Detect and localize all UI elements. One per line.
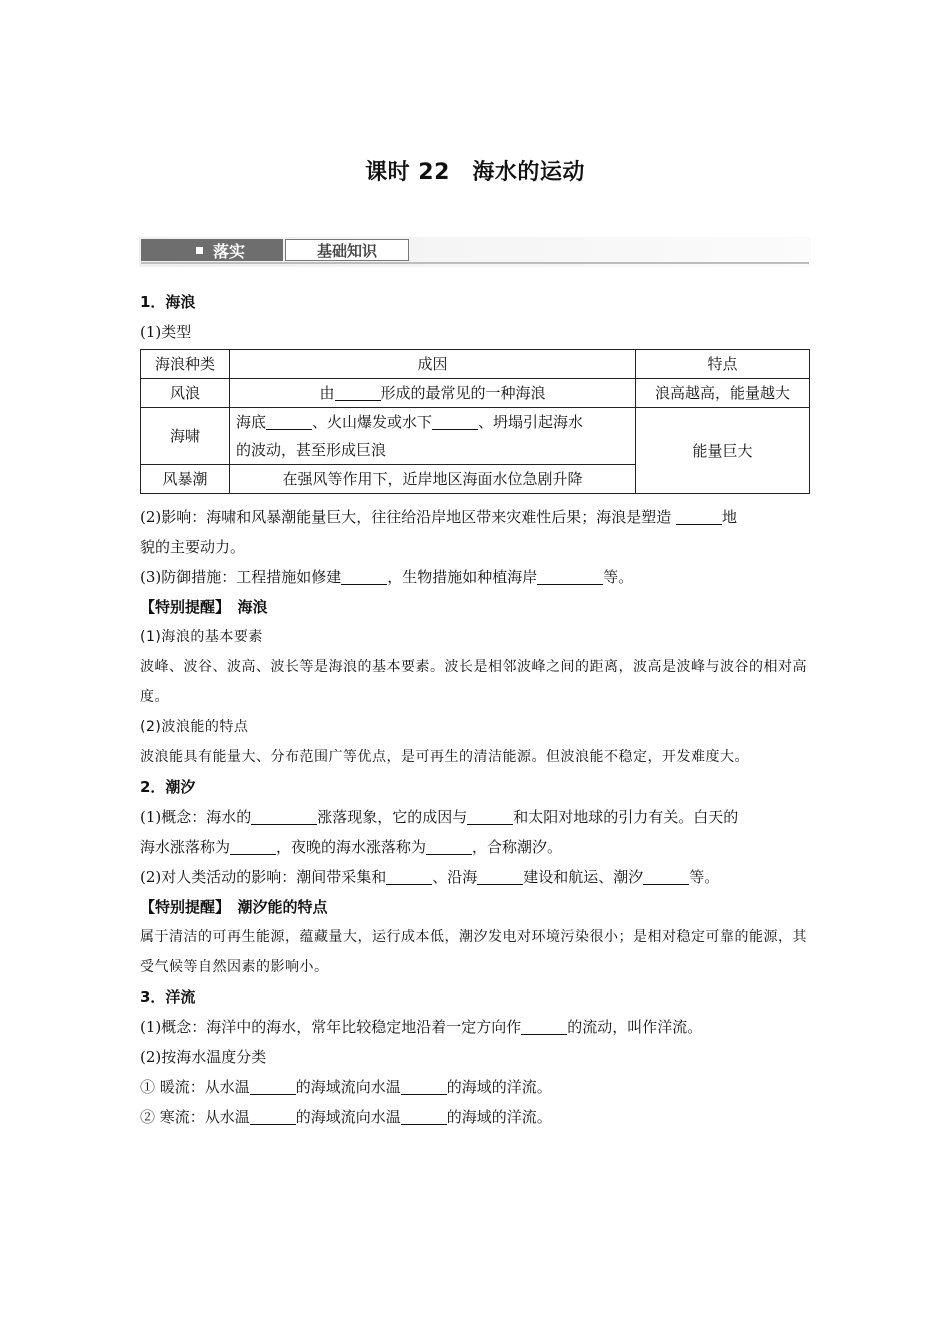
- text: 貌的主要动力。: [140, 538, 246, 556]
- text: 的海域流向水温: [295, 1108, 401, 1126]
- text: ② 寒流：从水温: [140, 1108, 250, 1126]
- text: 的波动，甚至形成巨浪: [236, 441, 387, 459]
- square-bullet-icon: [196, 247, 203, 254]
- table-row: [141, 408, 810, 465]
- fill-blank[interactable]: [426, 836, 472, 855]
- note-label: 【特别提醒】: [140, 898, 223, 916]
- cell-type: 风暴潮: [141, 465, 230, 494]
- cell-cause: [230, 408, 636, 465]
- cell-cause: 在强风等作用下，近岸地区海面水位急剧升降: [230, 465, 636, 494]
- warm-current-line: [140, 1072, 810, 1102]
- text: (2)影响：海啸和风暴潮能量巨大，往往给沿岸地区带来灾难性后果；海浪是塑造: [140, 508, 672, 526]
- header-cell: 成因: [230, 350, 636, 379]
- banner-label-right: 基础知识: [285, 239, 409, 261]
- text: (1)概念：海水的: [140, 808, 252, 826]
- cold-current-line: [140, 1102, 810, 1132]
- subheading-classification: (2)按海水温度分类: [140, 1048, 267, 1066]
- text: 的海域的洋流。: [446, 1108, 552, 1126]
- banner-left-text: 落实: [213, 241, 246, 261]
- cell-type: 风浪: [141, 379, 230, 408]
- cell-type: 海啸: [141, 408, 230, 465]
- text: 地: [722, 508, 738, 526]
- impact-paragraph: [140, 502, 810, 562]
- tide-concept-paragraph: [140, 802, 810, 862]
- text: 海底: [236, 413, 267, 431]
- note-subheading: (2)波浪能的特点: [140, 719, 249, 735]
- fill-blank[interactable]: [676, 506, 722, 525]
- fill-blank[interactable]: [643, 866, 689, 885]
- section-banner: [139, 237, 811, 267]
- cell-feature: 能量巨大: [636, 408, 810, 494]
- text: 涨落现象，它的成因与: [317, 808, 468, 826]
- section-heading-tides: 2．潮汐: [140, 778, 196, 796]
- text: 、坍塌引起海水: [478, 413, 584, 431]
- section-heading-waves: 1．海浪: [140, 293, 196, 311]
- note-text: 波峰、波谷、波高、波长等是海浪的基本要素。波长是相邻波峰之间的距离，波高是波峰与波谷的相对高度。: [140, 659, 807, 705]
- text: (1)概念：海洋中的海水，常年比较稳定地沿着一定方向作: [140, 1018, 522, 1036]
- fill-blank[interactable]: [386, 866, 432, 885]
- banner-label-left: [141, 239, 283, 261]
- fill-blank[interactable]: [266, 411, 312, 430]
- fill-blank[interactable]: [401, 1106, 447, 1125]
- note-title: 海浪: [237, 598, 268, 616]
- text: 的海域的洋流。: [446, 1078, 552, 1096]
- text: (3)防御措施：工程措施如修建: [140, 568, 342, 586]
- text: 、火山爆发或水下: [312, 413, 433, 431]
- main-content: [140, 287, 810, 1132]
- text: ① 暖流：从水温: [140, 1078, 250, 1096]
- text: ，夜晚的海水涨落称为: [276, 838, 427, 856]
- text: (2)对人类活动的影响：潮间带采集和: [140, 868, 387, 886]
- text: 的流动，叫作洋流。: [567, 1018, 703, 1036]
- fill-blank[interactable]: [477, 866, 523, 885]
- cell-feature: 浪高越高，能量越大: [636, 379, 810, 408]
- text: 的海域流向水温: [295, 1078, 401, 1096]
- banner-underline: [141, 262, 809, 264]
- fill-blank[interactable]: [521, 1016, 567, 1035]
- text: 由: [319, 384, 335, 402]
- text: 和太阳对地球的引力有关。白天的: [513, 808, 739, 826]
- fill-blank[interactable]: [335, 382, 381, 401]
- fill-blank[interactable]: [341, 566, 387, 585]
- special-note-heading: [140, 592, 810, 622]
- table-row: [141, 379, 810, 408]
- fill-blank[interactable]: [250, 1106, 296, 1125]
- wave-types-table: [140, 349, 810, 494]
- text: 、沿海: [432, 868, 478, 886]
- text: 海水涨落称为: [140, 838, 231, 856]
- note-label: 【特别提醒】: [140, 598, 223, 616]
- table-header-row: [141, 350, 810, 379]
- text: ，合称潮汐。: [472, 838, 563, 856]
- fill-blank[interactable]: [251, 806, 317, 825]
- cell-cause: [230, 379, 636, 408]
- text: 等。: [689, 868, 720, 886]
- subheading-types: (1)类型: [140, 323, 192, 341]
- fill-blank[interactable]: [537, 566, 603, 585]
- text: 建设和航运、潮汐: [523, 868, 644, 886]
- note-text: 波浪能具有能量大、分布范围广等优点，是可再生的清洁能源。但波浪能不稳定，开发难度大。: [140, 749, 749, 765]
- text: ，生物措施如种植海岸: [387, 568, 538, 586]
- tide-impact-paragraph: [140, 862, 810, 892]
- text: 形成的最常见的一种海浪: [380, 384, 546, 402]
- note-title: 潮汐能的特点: [237, 898, 328, 916]
- special-note-heading: [140, 892, 810, 922]
- defense-paragraph: [140, 562, 810, 592]
- fill-blank[interactable]: [401, 1076, 447, 1095]
- fill-blank[interactable]: [230, 836, 276, 855]
- note-text: 属于清洁的可再生能源，蕴藏量大，运行成本低，潮汐发电对环境污染很小；是相对稳定可靠的能源，其受气候等自然因素的影响小。: [140, 929, 807, 975]
- page-title: 课时 22 海水的运动: [365, 160, 585, 185]
- note-subheading: (1)海浪的基本要素: [140, 629, 263, 645]
- section-heading-currents: 3．洋流: [140, 988, 196, 1006]
- text: 等。: [603, 568, 634, 586]
- header-cell: 特点: [636, 350, 810, 379]
- header-cell: 海浪种类: [141, 350, 230, 379]
- fill-blank[interactable]: [250, 1076, 296, 1095]
- current-concept-paragraph: [140, 1012, 810, 1042]
- fill-blank[interactable]: [432, 411, 478, 430]
- fill-blank[interactable]: [467, 806, 513, 825]
